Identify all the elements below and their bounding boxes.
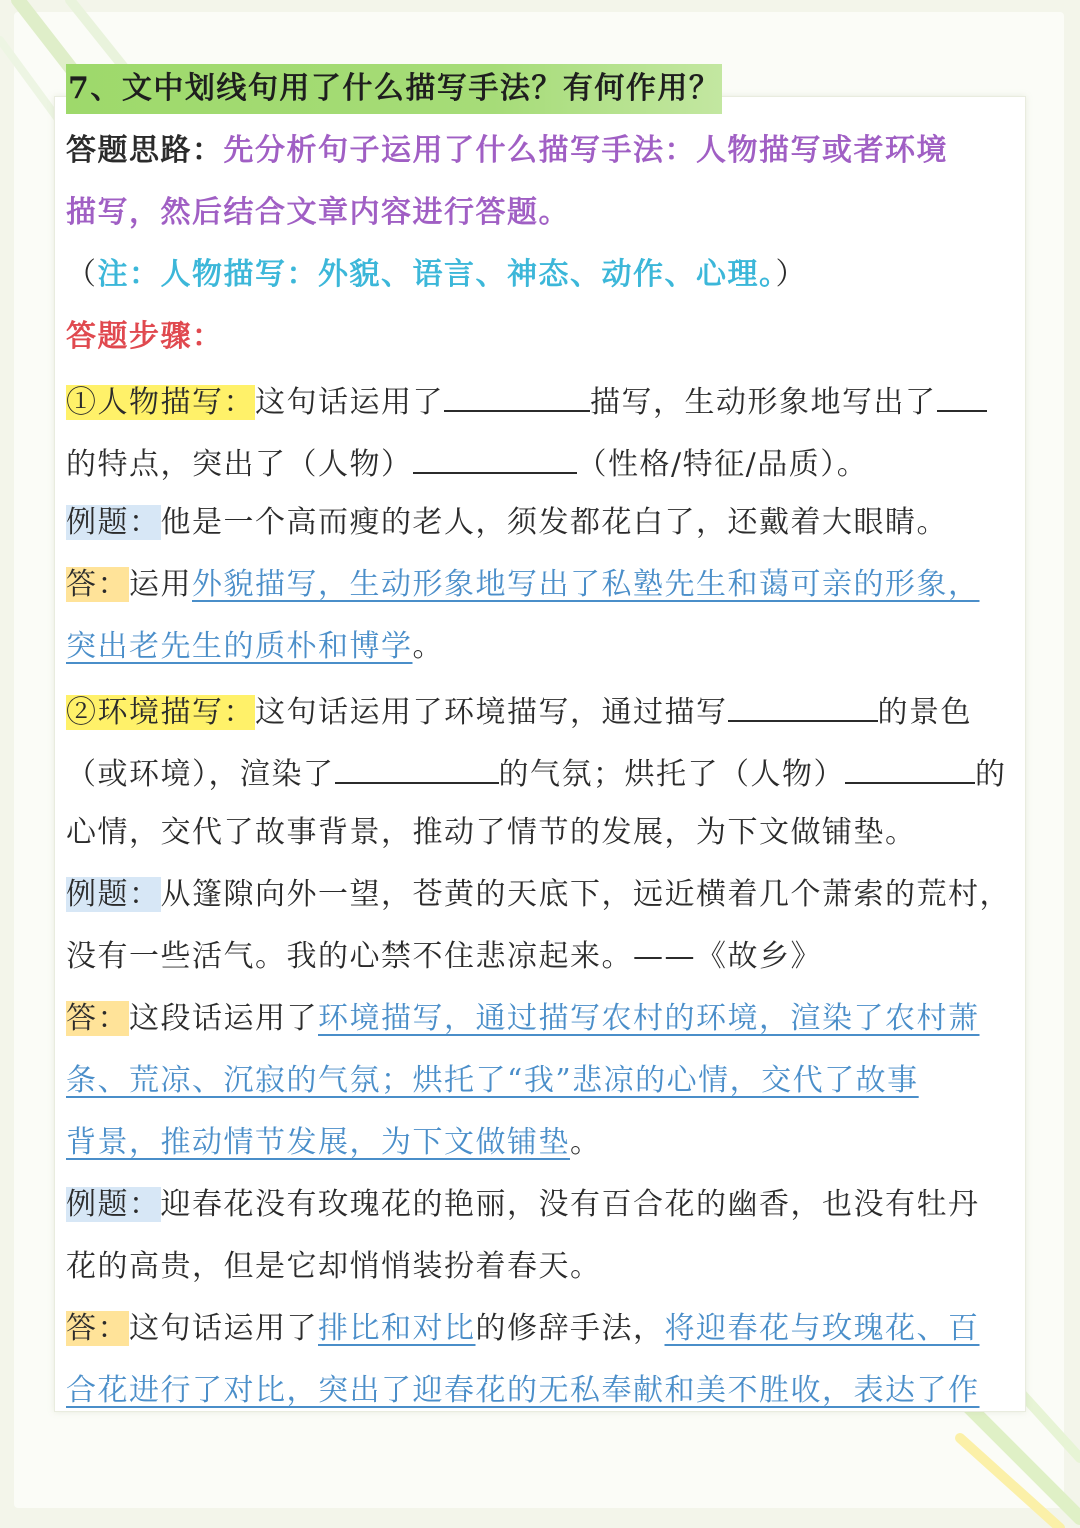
- answer-prefix: 运用: [129, 567, 192, 602]
- example2-line-1: [66, 864, 1026, 926]
- env-text: 的气氛；烘托了（人物）: [498, 757, 845, 792]
- env-text: 的景色: [877, 695, 972, 730]
- note-line: [66, 244, 1026, 306]
- person-text: 这句话运用了: [255, 385, 444, 420]
- fill-blank: [845, 740, 975, 784]
- answer-label: 答：: [66, 567, 129, 602]
- answer3-line-1: [66, 1298, 1026, 1360]
- example-label: 例题：: [66, 505, 161, 540]
- note-close: ）: [775, 257, 807, 292]
- steps-label: 答题步骤：: [66, 319, 224, 354]
- answer-text: 外貌描写，生动形象地写出了私塾先生和蔼可亲的形象，: [192, 567, 980, 602]
- answer2-line-1: [66, 988, 1026, 1050]
- answer-text: 排比和对比: [318, 1311, 476, 1346]
- question-title-line: [66, 58, 1026, 120]
- example-text: 迎春花没有玫瑰花的艳丽，没有百合花的幽香，也没有牡丹: [160, 1187, 980, 1222]
- answer1-line-2: [66, 616, 1026, 678]
- answer-text: 环境描写，通过描写农村的环境，渲染了农村萧: [318, 1001, 980, 1036]
- fill-blank: [335, 740, 499, 784]
- answer1-line-1: [66, 554, 1026, 616]
- answer2-line-2: [66, 1050, 1026, 1112]
- env-text: 心情，交代了故事背景，推动了情节的发展，为下文做铺垫。: [66, 815, 917, 850]
- question-content: [66, 58, 1026, 1422]
- note-open: （: [66, 257, 98, 292]
- answer-text: 突出老先生的质朴和博学: [66, 629, 413, 664]
- note-text: 注：人物描写：外貌、语言、神态、动作、心理。: [97, 257, 776, 292]
- fill-blank: [444, 368, 590, 412]
- thinking-label: 答题思路：: [66, 133, 224, 168]
- env-text: 这句话运用了环境描写，通过描写: [255, 695, 728, 730]
- person-text: （性格/特征/品质）。: [576, 447, 869, 482]
- answer-prefix: 这句话运用了: [129, 1311, 318, 1346]
- env-text: （或环境），渲染了: [66, 757, 335, 792]
- person-line-1: [66, 368, 1026, 430]
- example-label: 例题：: [66, 1187, 161, 1222]
- answer3-line-2: [66, 1360, 1026, 1422]
- person-description-label: ①人物描写：: [66, 385, 255, 420]
- example3-line-1: [66, 1174, 1026, 1236]
- example1-line: [66, 492, 1026, 554]
- env-line-1: [66, 678, 1026, 740]
- thinking-line-1: [66, 120, 1026, 182]
- answer-text: 将迎春花与玫瑰花、百: [664, 1311, 980, 1346]
- answer-text: 条、荒凉、沉寂的气氛；烘托了“我”悲凉的心情，交代了故事: [66, 1063, 919, 1098]
- answer-text: 合花进行了对比，突出了迎春花的无私奉献和美不胜收，表达了作: [66, 1373, 980, 1408]
- env-line-2: [66, 740, 1026, 802]
- example-text: 从篷隙向外一望，苍黄的天底下，远近横着几个萧索的荒村，: [160, 877, 1011, 912]
- env-description-label: ②环境描写：: [66, 695, 255, 730]
- fill-blank: [937, 368, 987, 412]
- answer-label: 答：: [66, 1311, 129, 1346]
- person-text: 描写，生动形象地写出了: [590, 385, 937, 420]
- thinking-line-2: [66, 182, 1026, 244]
- question-title: 7、文中划线句用了什么描写手法？有何作用？: [66, 64, 722, 114]
- example-text: 花的高贵，但是它却悄悄装扮着春天。: [66, 1249, 602, 1284]
- thinking-text: 描写，然后结合文章内容进行答题。: [66, 195, 570, 230]
- person-text: 的特点，突出了（人物）: [66, 447, 413, 482]
- answer-mid: 的修辞手法，: [475, 1311, 665, 1346]
- answer-end: 。: [570, 1125, 602, 1160]
- fill-blank: [413, 430, 577, 474]
- thinking-text: 先分析句子运用了什么描写手法：人物描写或者环境: [223, 133, 948, 168]
- person-line-2: [66, 430, 1026, 492]
- fill-blank: [728, 678, 878, 722]
- example2-line-2: [66, 926, 1026, 988]
- env-text: 的: [975, 757, 1007, 792]
- example-text: 他是一个高而瘦的老人，须发都花白了，还戴着大眼睛。: [160, 505, 948, 540]
- example-text: 没有一些活气。我的心禁不住悲凉起来。——《故乡》: [66, 939, 822, 974]
- answer-prefix: 这段话运用了: [129, 1001, 318, 1036]
- answer-label: 答：: [66, 1001, 129, 1036]
- example3-line-2: [66, 1236, 1026, 1298]
- env-line-3: [66, 802, 1026, 864]
- answer2-line-3: [66, 1112, 1026, 1174]
- example-label: 例题：: [66, 877, 161, 912]
- answer-end: 。: [412, 629, 444, 664]
- answer-text: 背景，推动情节发展，为下文做铺垫: [66, 1125, 570, 1160]
- steps-label-line: [66, 306, 1026, 368]
